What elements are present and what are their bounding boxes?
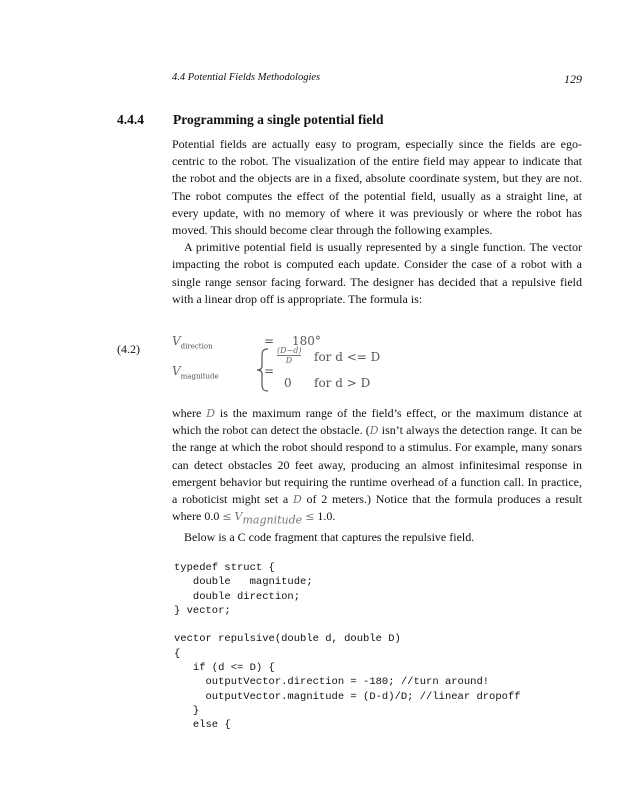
code-line: if (d <= D) { (174, 662, 275, 675)
eq-equals-1: = (264, 334, 275, 348)
body-text-top (172, 136, 582, 308)
code-line: vector repulsive(double d, double D) (174, 633, 401, 646)
code-line: typedef struct { (174, 562, 275, 574)
running-header (172, 72, 582, 88)
code-line: } (174, 704, 200, 717)
paragraph-1: Potential fields are actually easy to program, especially since the fields are ego-centric to the robot. The visualization of the entire field may appear to indicate that the robot and the objects are in a fixed, absolute coordinate system, but they are not. The robot computes the effect of the potential field, usually as a straight line, at every update, with no memory of where it was previously or where the robot has moved. This should become clear through the following examples. (172, 137, 582, 238)
section-title: Programming a single potential field (173, 112, 384, 127)
section-heading (117, 112, 384, 128)
equation-label: (4.2) (117, 342, 140, 356)
eq-left-brace (256, 348, 270, 392)
paragraph-3: where D is the maximum range of the field’s effect, or the maximum distance at which the robot can detect the obstacle. (D isn’t always the detection range. It can be the range at which the robot should respond to a stimulus. For example, many sonars can detect obstacles 20 feet away, producing an almost infinitesimal response in emergent behavior but requiring the runtime overhead of a function call. In practice, a roboticist might set a D of 2 meters.) Notice that the formula produces a result where $0.0 \le V_{magnitude} \le 1.0$. (172, 406, 583, 527)
code-line (174, 618, 521, 632)
code-line: } vector; (174, 604, 231, 617)
eq-case2-value: 0 (284, 376, 292, 390)
paragraph-2: A primitive potential field is usually represented by a single function. The vector impacting the robot is computed each update. Consider the case of a robot with a single range sensor facing forward. The designer has decided that a repulsive field with a linear drop off is appropriate. The formula is: (172, 240, 582, 306)
section-number: 4.4.4 (117, 112, 144, 127)
eq-fraction: (D−d) D (277, 346, 302, 365)
eq-rhs-direction: 180° (292, 334, 321, 348)
eq-lhs-direction: $V_{direction}$ (172, 334, 213, 351)
code-line: double magnitude; (174, 576, 313, 589)
code-line: { (174, 647, 181, 660)
code-line: outputVector.magnitude = (D-d)/D; //linear dropoff (174, 690, 521, 703)
code-line: double direction; (174, 590, 301, 603)
page-number: 129 (564, 72, 582, 86)
code-line: else { (174, 719, 231, 732)
code-line: outputVector.direction = -180; //turn around! (174, 676, 490, 689)
paragraph-4: Below is a C code fragment that captures the repulsive field. (184, 529, 475, 544)
eq-case2-condition: for d > D (314, 376, 371, 390)
equation-4-2 (172, 334, 432, 394)
code-block (174, 561, 521, 733)
eq-equals-2: = (264, 364, 275, 378)
header-section-title: 4.4 Potential Fields Methodologies (172, 72, 321, 83)
eq-lhs-magnitude: $V_{magnitude}$ (172, 364, 219, 381)
eq-case1-condition: for d <= D (314, 350, 381, 364)
body-text-mid (172, 405, 582, 546)
